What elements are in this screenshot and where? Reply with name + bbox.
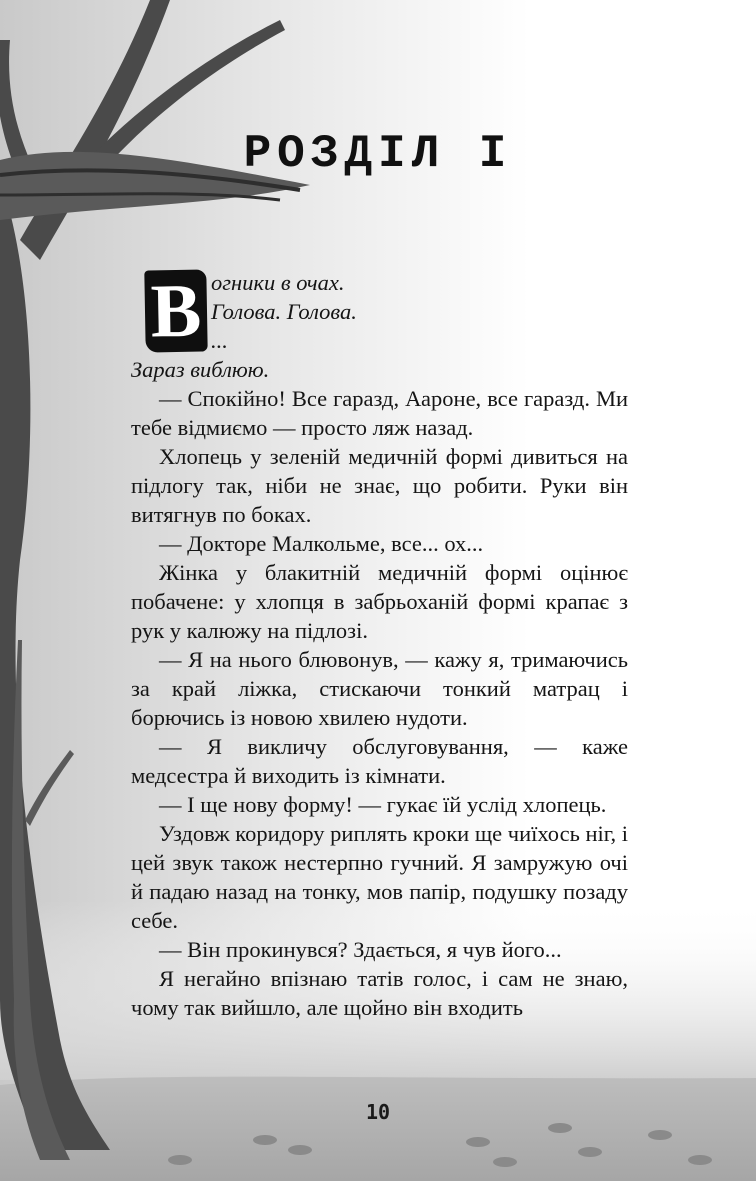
chapter-title: РОЗДІЛ I	[243, 128, 513, 180]
paragraph: Уздовж коридору риплять кроки ще чиїхось ніг, і цей звук також нестерпно гучний. Я замружую очі й падаю назад на тонку, мов папір, подушку позаду себе.	[131, 821, 628, 933]
page-number: 10	[365, 1100, 391, 1124]
paragraph: — Спокійно! Все гаразд, Аароне, все гаразд. Ми тебе відмиємо — просто ляж назад.	[131, 386, 628, 440]
drop-cap-letter: В	[144, 269, 207, 352]
opening-lines	[131, 268, 628, 355]
paragraph: Зараз виблюю.	[131, 357, 270, 382]
chapter-body	[131, 268, 628, 1022]
paragraph: Хлопець у зеленій медичній формі дивиться на підлогу так, ніби не знає, що робити. Руки він витягнув по боках.	[131, 444, 628, 527]
paragraph: — Він прокинувся? Здається, я чув його...	[159, 937, 562, 962]
ground	[0, 1077, 756, 1181]
opening-line: огники в очах.	[211, 270, 345, 295]
paragraph: — І ще нову форму! — гукає їй услід хлопець.	[159, 792, 607, 817]
opening-line: Голова. Голова.	[211, 299, 357, 324]
paragraph: — Докторе Малкольме, все... ох...	[159, 531, 484, 556]
paragraph: — Я викличу обслуговування, — каже медсестра й виходить із кімнати.	[131, 734, 628, 788]
paragraph: — Я на нього блювонув, — кажу я, тримаючись за край ліжка, стискаючи тонкий матрац і борючись із новою хвилею нудоти.	[131, 647, 628, 730]
paragraph: Жінка у блакитній медичній формі оцінює побачене: у хлопця в забрьоханій формі крапає з рук у калюжу на підлозі.	[131, 560, 628, 643]
opening-line: ...	[211, 328, 228, 353]
paragraph: Я негайно впізнаю татів голос, і сам не знаю, чому так вийшло, але щойно він входить	[131, 966, 628, 1020]
